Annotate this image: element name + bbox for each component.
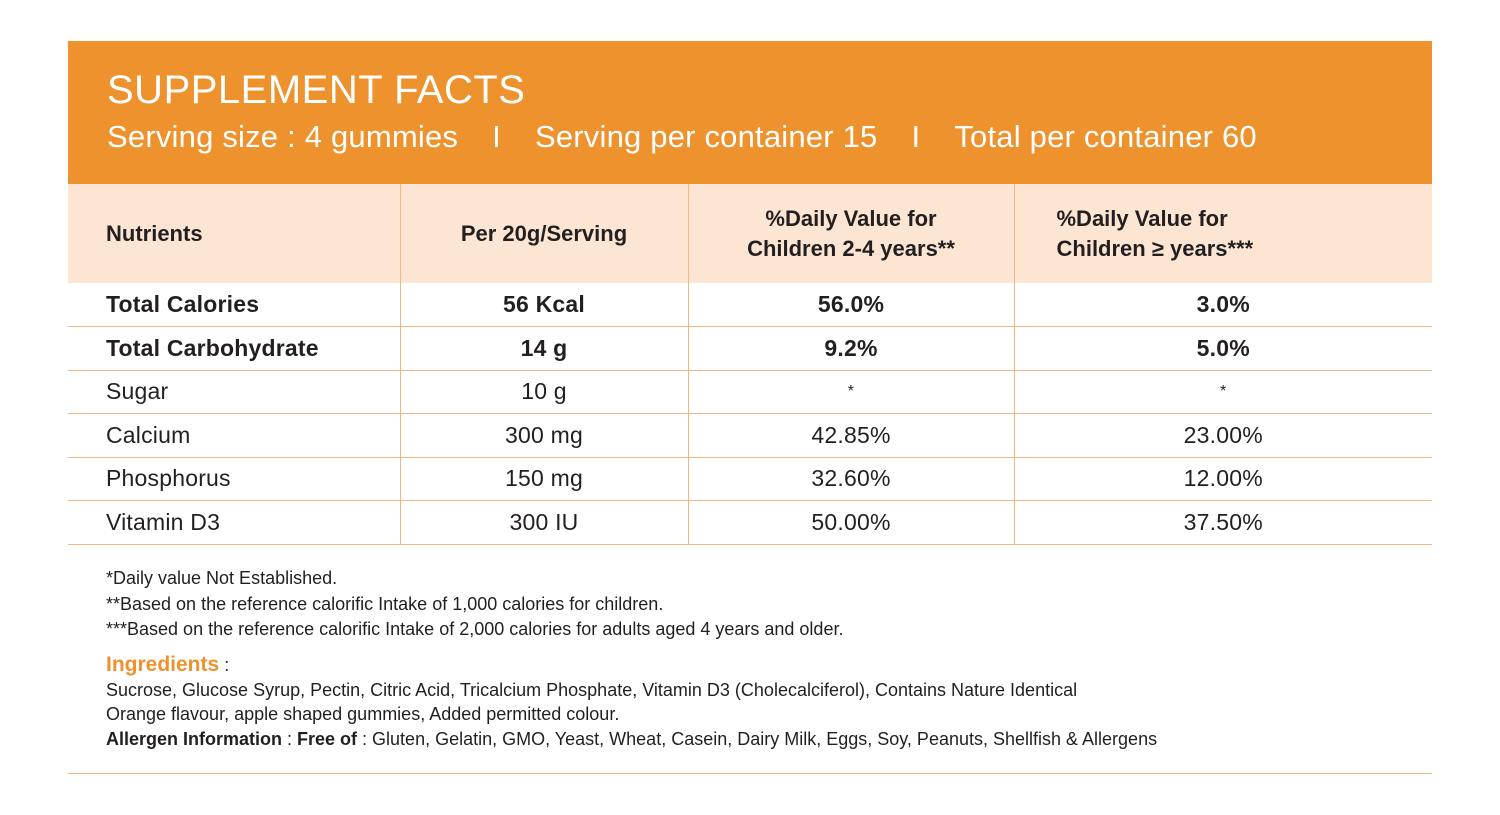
- free-of-label: Free of: [297, 728, 358, 749]
- table-row: [68, 283, 1432, 327]
- table-row: [68, 414, 1432, 458]
- col-header-per-serving: Per 20g/Serving: [400, 184, 688, 283]
- separator: I: [911, 119, 921, 154]
- nutrient-name: Calcium: [68, 414, 400, 458]
- ingredients-colon: :: [219, 655, 230, 675]
- dv-children-value: 50.00%: [688, 501, 1014, 545]
- ingredients-title: Ingredients: [106, 653, 220, 676]
- per-serving-value: 14 g: [400, 327, 688, 371]
- footnotes: [106, 566, 843, 643]
- facts-header: [68, 41, 1432, 184]
- dv-children-value: 32.60%: [688, 457, 1014, 501]
- nutrient-name: Total Carbohydrate: [68, 327, 400, 371]
- col-header-dv-children-line1: %Daily Value for: [765, 205, 937, 231]
- table-row: [68, 370, 1432, 414]
- allergen-info: [106, 727, 1406, 752]
- col-header-dv-adults-line2: Children ≥ years***: [1056, 235, 1254, 261]
- nutrients-table: [68, 184, 1432, 545]
- nutrient-name: Phosphorus: [68, 457, 400, 501]
- supplement-facts-panel: [68, 41, 1432, 545]
- dv-children-value: *: [688, 370, 1014, 414]
- dv-adults-value: 3.0%: [1196, 291, 1250, 317]
- ingredients-line: Orange flavour, apple shaped gummies, Added permitted colour.: [106, 704, 620, 724]
- ingredients-heading: [106, 653, 1406, 678]
- footnote: *Daily value Not Established.: [106, 568, 338, 588]
- nutrient-name: Vitamin D3: [68, 501, 400, 545]
- free-of-text: : Gluten, Gelatin, GMO, Yeast, Wheat, Casein, Dairy Milk, Eggs, Soy, Peanuts, Shellfish & Allergens: [357, 728, 1158, 749]
- ingredients-line: Sucrose, Glucose Syrup, Pectin, Citric Acid, Tricalcium Phosphate, Vitamin D3 (Cholecalciferol), Contains Nature Identical: [106, 679, 1078, 700]
- dv-adults-value: *: [1220, 382, 1227, 400]
- footnote: ***Based on the reference calorific Intake of 2,000 calories for adults aged 4 years and older.: [106, 619, 844, 639]
- total-per-container: Total per container 60: [954, 119, 1257, 154]
- table-header-row: [68, 184, 1432, 283]
- ingredients-section: [106, 653, 1406, 751]
- per-serving-value: 300 mg: [400, 414, 688, 458]
- bottom-divider: [68, 773, 1432, 774]
- col-header-dv-adults: [1014, 184, 1432, 283]
- dv-children-value: 42.85%: [688, 414, 1014, 458]
- col-header-dv-adults-line1: %Daily Value for: [1056, 205, 1228, 231]
- col-header-nutrients: Nutrients: [68, 184, 400, 283]
- col-header-dv-children-line2: Children 2-4 years**: [747, 235, 955, 261]
- col-header-dv-children: [688, 184, 1014, 283]
- serving-size: Serving size : 4 gummies: [107, 119, 459, 154]
- dv-children-value: 56.0%: [688, 283, 1014, 327]
- per-serving-value: 300 IU: [400, 501, 688, 545]
- nutrient-name: Total Calories: [68, 283, 400, 327]
- facts-title: SUPPLEMENT FACTS: [107, 68, 526, 112]
- footnote: **Based on the reference calorific Intake of 1,000 calories for children.: [106, 593, 664, 614]
- table-row: [68, 327, 1432, 371]
- dv-adults-value: 5.0%: [1196, 334, 1250, 361]
- dv-adults-value: 12.00%: [1183, 465, 1263, 492]
- per-serving-value: 56 Kcal: [400, 283, 688, 327]
- dv-children-value: 9.2%: [688, 327, 1014, 371]
- table-row: [68, 457, 1432, 501]
- serving-per-container: Serving per container 15: [534, 119, 878, 154]
- per-serving-value: 10 g: [400, 370, 688, 414]
- table-row: [68, 501, 1432, 545]
- allergen-label: Allergen Information: [106, 728, 283, 749]
- serving-info: [107, 115, 1432, 159]
- separator: I: [492, 119, 501, 154]
- dv-adults-value: 23.00%: [1183, 421, 1263, 448]
- nutrient-name: Sugar: [68, 370, 400, 414]
- allergen-separator: :: [282, 728, 298, 749]
- per-serving-value: 150 mg: [400, 457, 688, 501]
- dv-adults-value: 37.50%: [1183, 508, 1263, 535]
